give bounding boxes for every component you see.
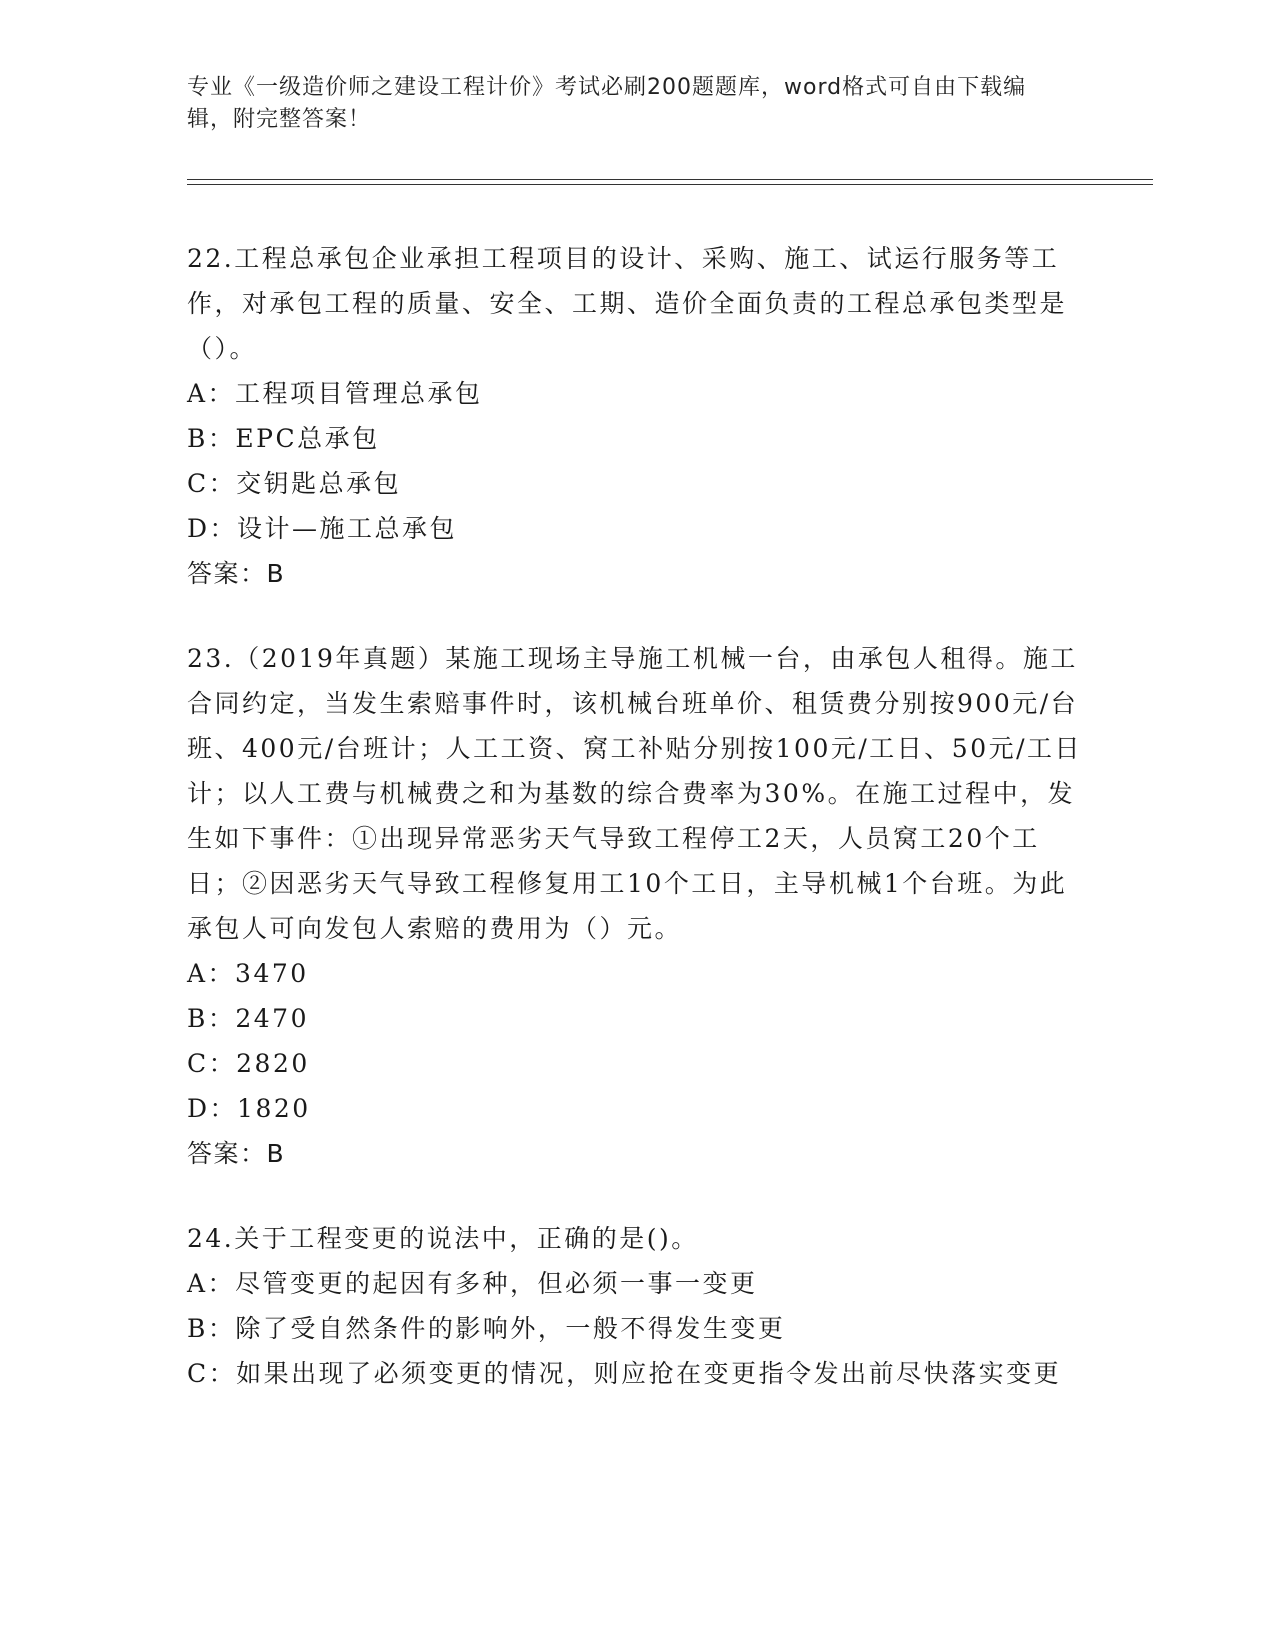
header-divider-top <box>187 179 1153 180</box>
option-b: B：除了受自然条件的影响外，一般不得发生变更 <box>187 1314 786 1343</box>
question-stem: 22.工程总承包企业承担工程项目的设计、采购、施工、试运行服务等工作，对承包工程的质量、安全、工期、造价全面负责的工程总承包类型是（）。 <box>187 244 1068 363</box>
answer: 答案：B <box>187 559 286 588</box>
header-text: 专业《一级造价师之建设工程计价》考试必刷200题题库，word格式可自由下载编辑，附完整答案！ <box>187 75 1027 132</box>
question-24 <box>187 1216 1087 1396</box>
question-23 <box>187 636 1087 1176</box>
question-22 <box>187 236 1087 596</box>
document-header <box>187 72 1067 136</box>
option-c: C：交钥匙总承包 <box>187 469 402 498</box>
option-a: A：尽管变更的起因有多种，但必须一事一变更 <box>187 1269 758 1298</box>
option-a: A：3470 <box>187 959 309 988</box>
header-divider-bottom <box>187 184 1153 185</box>
question-stem: 23.（2019年真题）某施工现场主导施工机械一台，由承包人租得。施工合同约定，当发生索赔事件时，该机械台班单价、租赁费分别按900元/台班、400元/台班计；人工工资、窝工补贴分别按100元/工日、50元/工日计；以人工费与机械费之和为基数的综合费率为30%。在施工过程中，发生如下事件：①出现异常恶劣天气导致工程停工2天，人员窝工20个工日；②因恶劣天气导致工程修复用工10个工日，主导机械1个台班。为此承包人可向发包人索赔的费用为（）元。 <box>187 644 1083 943</box>
option-d: D：设计—施工总承包 <box>187 514 458 543</box>
option-b: B：EPC总承包 <box>187 424 380 453</box>
option-c: C：如果出现了必须变更的情况，则应抢在变更指令发出前尽快落实变更 <box>187 1359 1062 1388</box>
option-b: B：2470 <box>187 1004 309 1033</box>
answer: 答案：B <box>187 1139 286 1168</box>
option-c: C：2820 <box>187 1049 310 1078</box>
question-stem: 24.关于工程变更的说法中，正确的是()。 <box>187 1224 699 1253</box>
option-a: A：工程项目管理总承包 <box>187 379 483 408</box>
question-list <box>187 236 1087 1436</box>
option-d: D：1820 <box>187 1094 311 1123</box>
